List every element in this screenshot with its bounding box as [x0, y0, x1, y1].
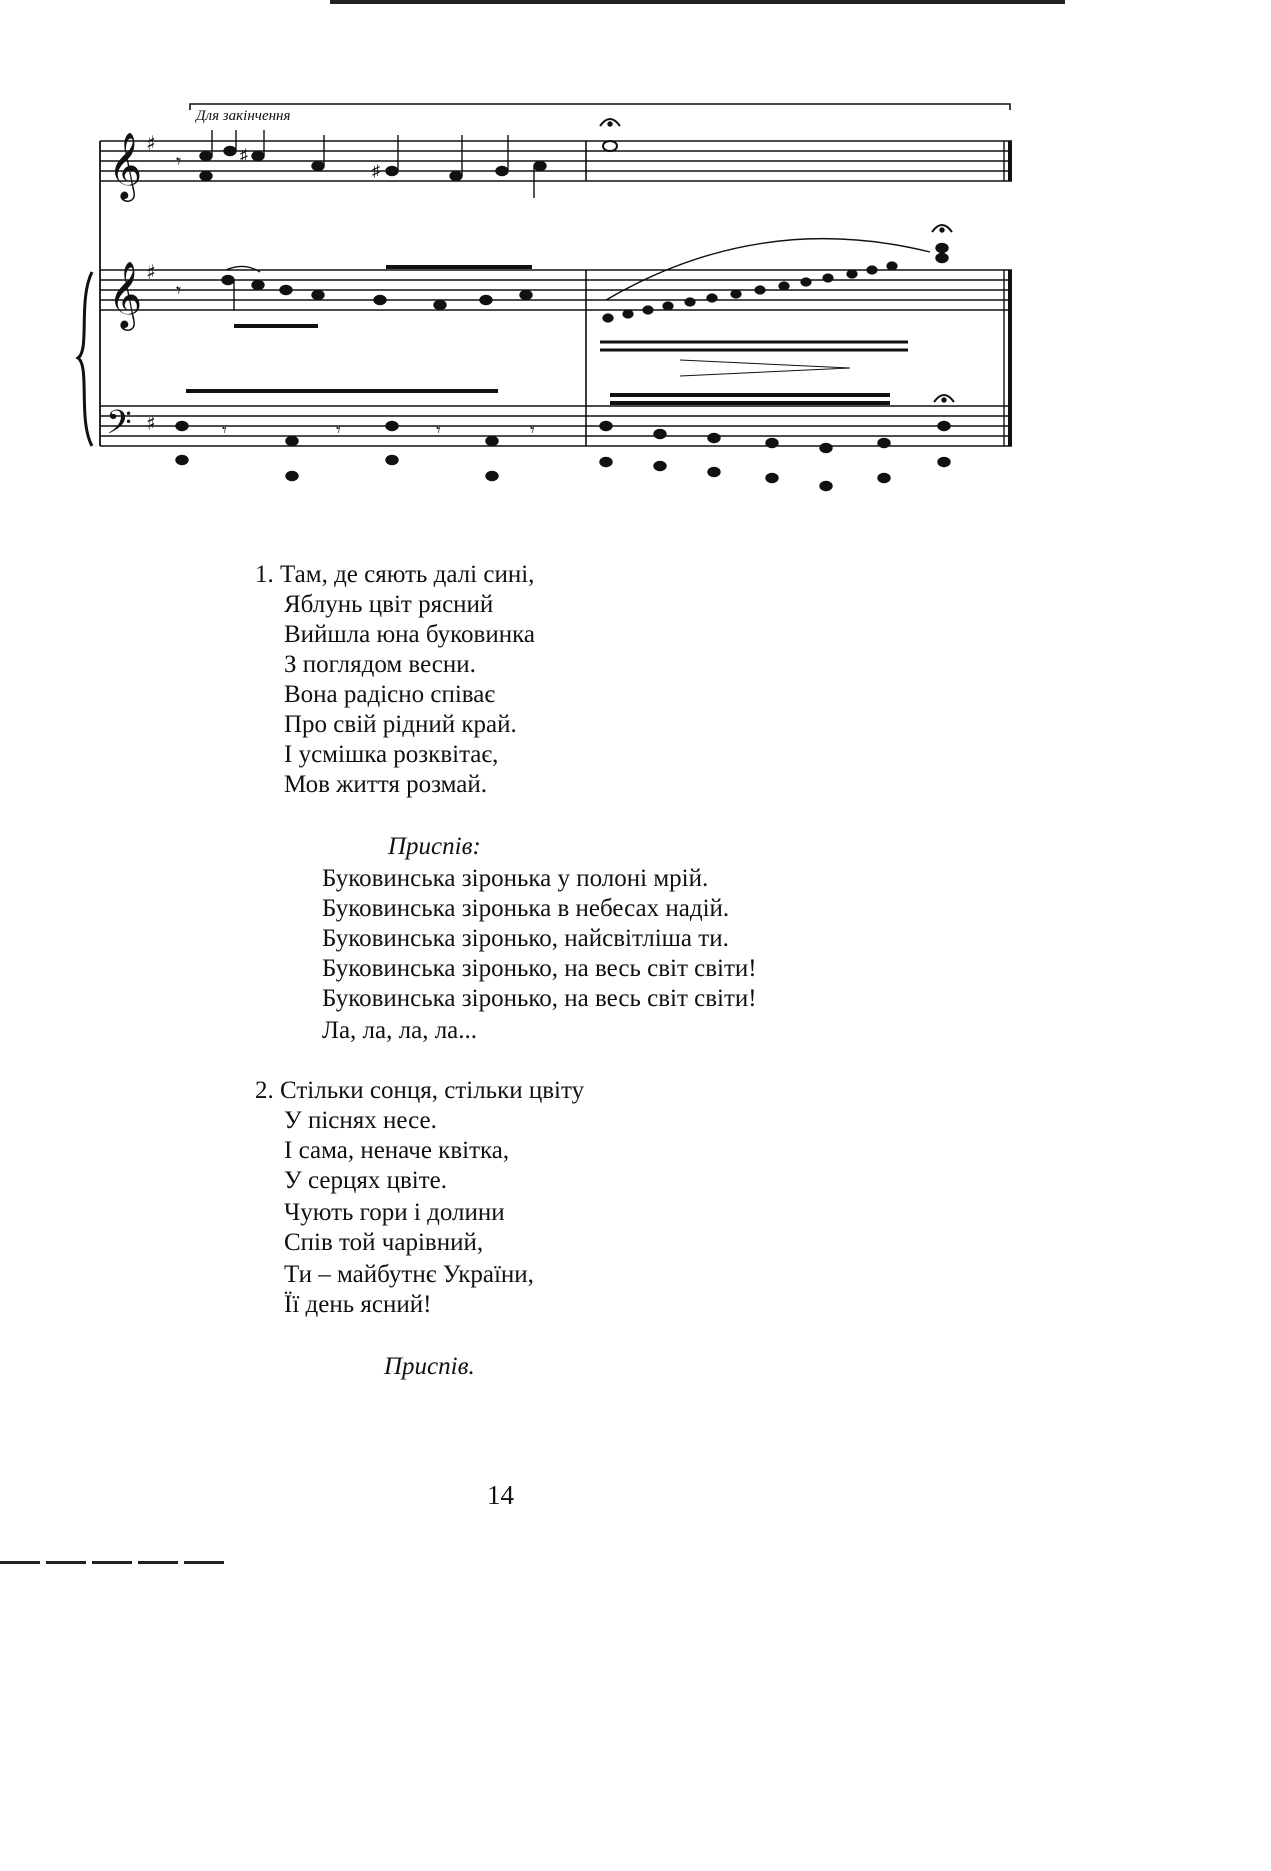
verse2-line: І сама, неначе квітка,	[284, 1137, 510, 1164]
verse2-line: У піснях несе.	[284, 1107, 437, 1134]
verse2-line: Спів той чарівний,	[284, 1229, 484, 1256]
treble-clef-icon: 𝄞	[108, 260, 143, 328]
verse1-line: Яблунь цвіт рясний	[284, 591, 494, 618]
verse2-line: 2. Стільки сонця, стільки цвіту	[255, 1077, 585, 1104]
svg-text:𝄾: 𝄾	[176, 151, 182, 173]
sharp-icon: ♯	[146, 131, 156, 155]
verse1-line: З поглядом весни.	[284, 651, 476, 678]
verse2-line: Чують гори і долини	[284, 1199, 505, 1226]
chorus-line: Буковинська зіронько, на весь світ світи!	[322, 955, 757, 982]
verse1-line: Мов життя розмай.	[284, 771, 487, 798]
ending-label: Для закінчення	[196, 108, 291, 124]
chorus-repeat: Приспів.	[384, 1353, 475, 1380]
treble-clef-icon: 𝄞	[108, 131, 143, 199]
verse1-line: Про свій рідний край.	[284, 711, 517, 738]
svg-text:𝄾: 𝄾	[176, 280, 182, 302]
chorus-line: Ла, ла, ла, ла...	[322, 1017, 478, 1044]
verse1-line: 1. Там, де сяють далі сині,	[255, 561, 535, 588]
verse1-line: І усмішка розквітає,	[284, 741, 499, 768]
verse2-line: Ти – майбутнє України,	[284, 1261, 534, 1288]
svg-text:♯: ♯	[372, 163, 380, 180]
chorus-line: Буковинська зіронько, на весь світ світи!	[322, 985, 757, 1012]
verse1-line: Вона радісно співає	[284, 681, 496, 708]
verse2-line: У серцях цвіте.	[284, 1167, 447, 1194]
svg-text:𝄾: 𝄾	[336, 420, 341, 440]
svg-text:𝄾: 𝄾	[222, 420, 227, 440]
page-number: 14	[487, 1480, 514, 1510]
svg-text:♯: ♯	[240, 147, 248, 164]
svg-text:𝄾: 𝄾	[436, 420, 441, 440]
bass-clef-icon: 𝄢	[106, 404, 132, 450]
chorus-title: Приспів:	[388, 833, 481, 860]
chorus-line: Буковинська зіронька в небесах надій.	[322, 895, 730, 922]
verse1-line: Вийшла юна буковинка	[284, 621, 535, 648]
sharp-icon: ♯	[146, 411, 156, 435]
svg-text:𝄾: 𝄾	[530, 420, 535, 440]
sharp-icon: ♯	[146, 260, 156, 284]
chorus-line: Буковинська зіронько, найсвітліша ти.	[322, 925, 729, 952]
chorus-line: Буковинська зіронька у полоні мрій.	[322, 865, 709, 892]
verse2-line: Її день ясний!	[284, 1291, 432, 1318]
